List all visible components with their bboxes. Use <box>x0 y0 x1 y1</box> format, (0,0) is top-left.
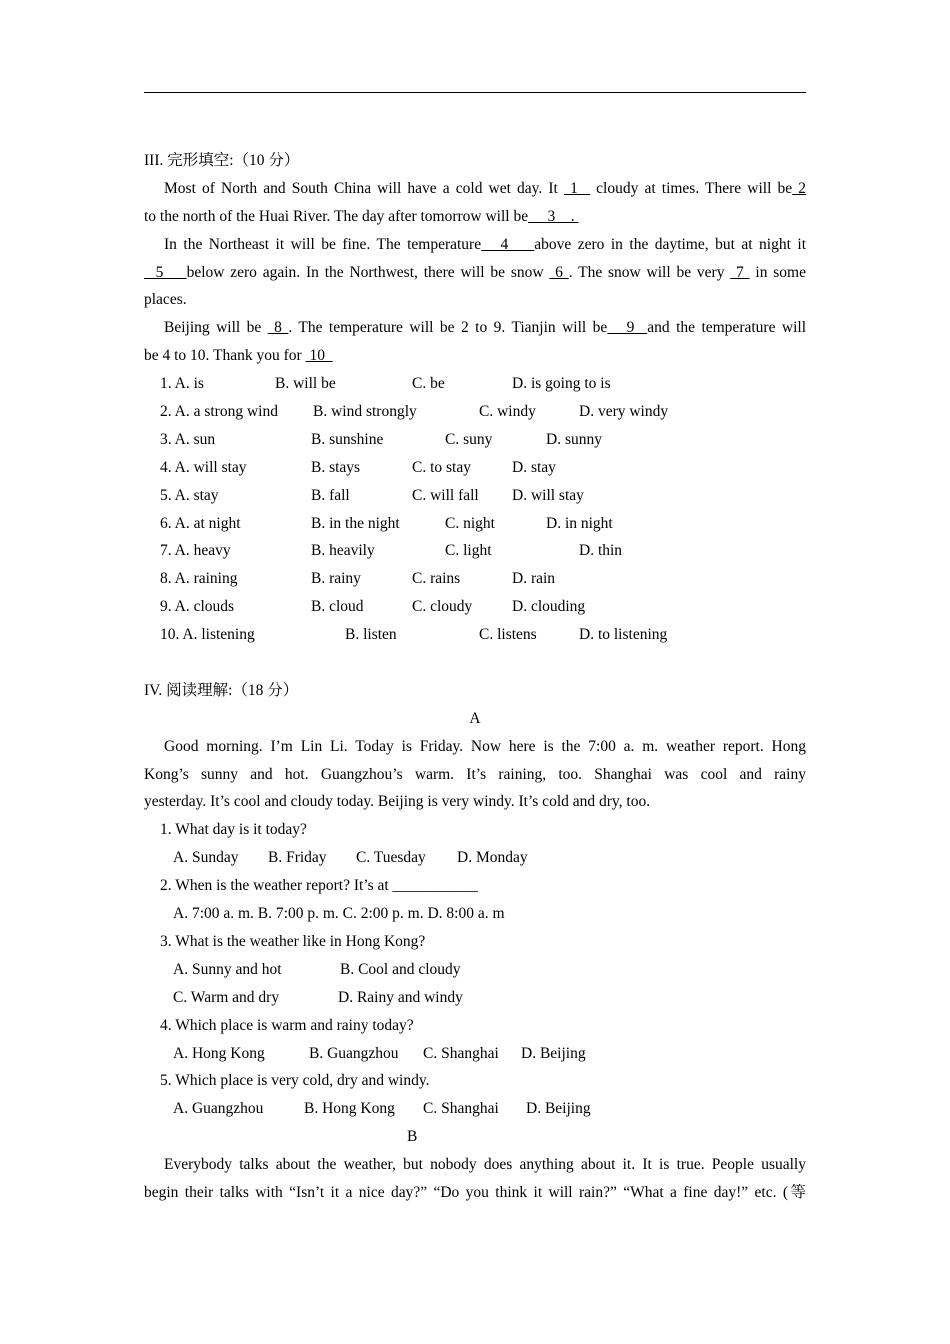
option-5-d[interactable]: D. will stay <box>512 486 584 504</box>
question-2: 2. When is the weather report? It’s at ___________ <box>160 877 478 895</box>
question-2-options[interactable]: A. 7:00 a. m. B. 7:00 p. m. C. 2:00 p. m. D. 8:00 a. m <box>173 905 505 923</box>
document-page <box>144 147 806 1207</box>
option-row-1 <box>144 370 806 398</box>
q1-option-b[interactable]: B. Friday <box>268 849 327 867</box>
option-6-d[interactable]: D. in night <box>546 514 613 532</box>
option-6-b[interactable]: B. in the night <box>311 514 400 532</box>
q1-option-c[interactable]: C. Tuesday <box>356 849 426 867</box>
question-3-options-row-1 <box>144 956 806 984</box>
option-5-b[interactable]: B. fall <box>311 486 350 504</box>
section-3-heading: III. 完形填空:（10 分） <box>144 152 300 169</box>
question-3-options-row-2 <box>144 984 806 1012</box>
q5-option-c[interactable]: C. Shanghai <box>423 1100 499 1118</box>
option-9-b[interactable]: B. cloud <box>311 598 364 616</box>
q1-option-a[interactable]: A. Sunday <box>173 849 239 867</box>
blank-4[interactable]: 4 <box>481 235 535 253</box>
cloze-paragraph-2-line-3: places. <box>144 291 187 309</box>
blank-1[interactable]: 1 <box>563 179 591 197</box>
option-row-4 <box>144 454 806 482</box>
option-8-c[interactable]: C. rains <box>412 570 461 588</box>
option-row-3 <box>144 426 806 454</box>
header-rule <box>144 92 806 93</box>
q1-option-d[interactable]: D. Monday <box>457 849 528 867</box>
option-9-d[interactable]: D. clouding <box>512 598 586 616</box>
blank-8[interactable]: 8 <box>267 319 289 337</box>
passage-a-line-2: Kong’s sunny and hot. Guangzhou’s warm. It’s raining, too. Shanghai was cool and rainy <box>144 765 806 783</box>
option-10-c[interactable]: C. listens <box>479 626 537 644</box>
option-1-a[interactable]: 1. A. is <box>160 375 204 393</box>
option-7-c[interactable]: C. light <box>445 542 492 560</box>
spacer <box>144 649 806 677</box>
cloze-paragraph-1-line-1: Most of North and South China will have a cold wet day. It 1 cloudy at times. There will be 2 <box>164 179 807 197</box>
section-4-heading: IV. 阅读理解:（18 分） <box>144 681 299 699</box>
option-row-7 <box>144 537 806 565</box>
option-row-6 <box>144 510 806 538</box>
blank-9[interactable]: 9 <box>607 319 648 337</box>
option-row-10 <box>144 621 806 649</box>
option-2-d[interactable]: D. very windy <box>579 403 669 421</box>
q3-option-d[interactable]: D. Rainy and windy <box>338 988 463 1006</box>
option-6-a[interactable]: 6. A. at night <box>160 514 241 532</box>
option-1-c[interactable]: C. be <box>412 375 445 393</box>
q5-option-a[interactable]: A. Guangzhou <box>173 1100 264 1118</box>
question-1: 1. What day is it today? <box>160 821 307 839</box>
blank-7[interactable]: 7 <box>730 263 750 281</box>
option-7-a[interactable]: 7. A. heavy <box>160 542 231 560</box>
option-3-c[interactable]: C. suny <box>445 430 493 448</box>
option-5-a[interactable]: 5. A. stay <box>160 486 219 504</box>
option-9-c[interactable]: C. cloudy <box>412 598 473 616</box>
option-row-5 <box>144 482 806 510</box>
option-2-a[interactable]: 2. A. a strong wind <box>160 403 278 421</box>
question-4-options <box>144 1040 806 1068</box>
q3-option-a[interactable]: A. Sunny and hot <box>173 960 282 978</box>
question-1-options <box>144 844 806 872</box>
option-9-a[interactable]: 9. A. clouds <box>160 598 235 616</box>
blank-6[interactable]: 6 <box>549 263 569 281</box>
option-4-d[interactable]: D. stay <box>512 458 556 476</box>
option-2-c[interactable]: C. windy <box>479 403 536 421</box>
q5-option-b[interactable]: B. Hong Kong <box>304 1100 395 1118</box>
option-6-c[interactable]: C. night <box>445 514 495 532</box>
option-10-d[interactable]: D. to listening <box>579 626 668 644</box>
option-2-b[interactable]: B. wind strongly <box>313 403 417 421</box>
passage-b-line-1: Everybody talks about the weather, but nobody does anything about it. It is true. People usually <box>164 1156 806 1174</box>
blank-2[interactable]: 2 <box>792 179 807 197</box>
option-row-2 <box>144 398 806 426</box>
passage-b-line-2: begin their talks with “Isn’t it a nice day?” “Do you think it will rain?” “What a fine day!” etc. (等 <box>144 1183 806 1201</box>
q4-option-a[interactable]: A. Hong Kong <box>173 1044 265 1062</box>
option-7-d[interactable]: D. thin <box>579 542 623 560</box>
option-row-9 <box>144 593 806 621</box>
question-5: 5. Which place is very cold, dry and windy. <box>160 1072 430 1090</box>
option-4-a[interactable]: 4. A. will stay <box>160 458 247 476</box>
q5-option-d[interactable]: D. Beijing <box>526 1100 591 1118</box>
option-3-d[interactable]: D. sunny <box>546 430 602 448</box>
blank-3[interactable]: 3 . <box>528 207 579 225</box>
cloze-paragraph-1-line-2: to the north of the Huai River. The day after tomorrow will be 3 . <box>144 207 579 225</box>
question-4: 4. Which place is warm and rainy today? <box>160 1016 414 1034</box>
question-5-options <box>144 1095 806 1123</box>
passage-a-title: A <box>469 709 481 727</box>
blank-5[interactable]: 5 <box>144 263 187 281</box>
option-row-8 <box>144 565 806 593</box>
option-4-c[interactable]: C. to stay <box>412 458 471 476</box>
option-1-d[interactable]: D. is going to is <box>512 375 611 393</box>
passage-a-line-3: yesterday. It’s cool and cloudy today. Beijing is very windy. It’s cold and dry, too. <box>144 793 651 811</box>
option-7-b[interactable]: B. heavily <box>311 542 375 560</box>
passage-a-line-1: Good morning. I’m Lin Li. Today is Friday. Now here is the 7:00 a. m. weather report. Hong <box>164 737 806 755</box>
q4-option-b[interactable]: B. Guangzhou <box>309 1044 399 1062</box>
cloze-paragraph-2-line-2: 5 below zero again. In the Northwest, there will be snow 6 . The snow will be very 7 in some <box>144 263 806 281</box>
q4-option-d[interactable]: D. Beijing <box>521 1044 586 1062</box>
cloze-paragraph-2-line-1: In the Northeast it will be fine. The temperature 4 above zero in the daytime, but at night it <box>164 235 806 253</box>
option-3-a[interactable]: 3. A. sun <box>160 430 216 448</box>
option-5-c[interactable]: C. will fall <box>412 486 479 504</box>
option-3-b[interactable]: B. sunshine <box>311 430 384 448</box>
cloze-paragraph-3-line-1: Beijing will be 8 . The temperature will be 2 to 9. Tianjin will be 9 and the temperature will <box>164 319 807 337</box>
option-1-b[interactable]: B. will be <box>275 375 336 393</box>
option-8-a[interactable]: 8. A. raining <box>160 570 238 588</box>
option-8-d[interactable]: D. rain <box>512 570 556 588</box>
blank-10[interactable]: 10 <box>305 347 333 365</box>
cloze-paragraph-3-line-2: be 4 to 10. Thank you for 10 <box>144 347 333 365</box>
option-10-b[interactable]: B. listen <box>345 626 397 644</box>
option-10-a[interactable]: 10. A. listening <box>160 626 255 644</box>
question-3: 3. What is the weather like in Hong Kong? <box>160 932 426 950</box>
q3-option-c[interactable]: C. Warm and dry <box>173 988 280 1006</box>
q3-option-b[interactable]: B. Cool and cloudy <box>340 960 461 978</box>
option-8-b[interactable]: B. rainy <box>311 570 361 588</box>
option-4-b[interactable]: B. stays <box>311 458 361 476</box>
q4-option-c[interactable]: C. Shanghai <box>423 1044 499 1062</box>
passage-b-title: B <box>407 1128 418 1146</box>
